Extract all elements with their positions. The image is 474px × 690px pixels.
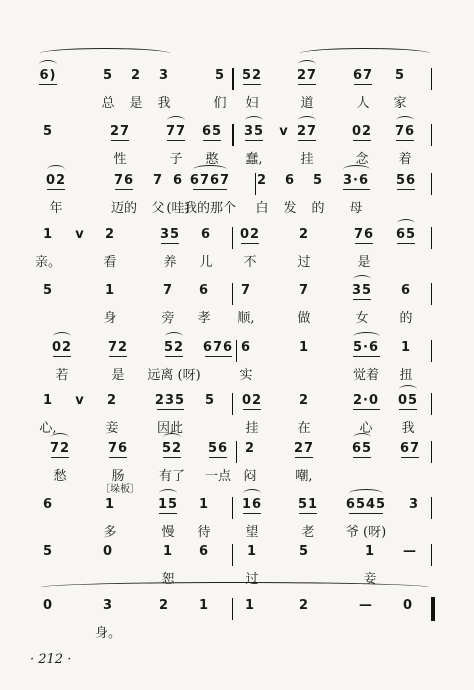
bar-line: [431, 497, 432, 519]
tempo-marker: 〔垛板〕: [100, 484, 140, 495]
lyric-syllable: 人: [356, 96, 370, 111]
lyric-line: [0, 148, 474, 170]
beam-underline: [39, 84, 57, 85]
lyric-syllable: 身: [103, 311, 117, 326]
beam-underline: [298, 84, 316, 85]
beam-underline: [47, 189, 65, 190]
note-group: 72: [49, 441, 71, 456]
note-group: 02: [51, 340, 73, 355]
note-group: 5·6: [352, 340, 380, 355]
lyric-syllable: 远离 (呀): [147, 368, 201, 383]
bar-line: [431, 597, 435, 621]
beam-underline: [355, 243, 373, 244]
note-group: 3: [408, 497, 420, 512]
note-group: 1: [104, 497, 116, 512]
note-group: 5: [298, 544, 310, 559]
beam-underline: [245, 140, 263, 141]
lyric-syllable: 亲。: [34, 255, 61, 270]
slur-mark: [298, 116, 316, 125]
note-group: 3: [102, 598, 114, 613]
note-group: 02: [45, 173, 67, 188]
lyric-line: [0, 364, 474, 386]
note-group: 6: [240, 340, 252, 355]
lyric-syllable: 子: [169, 152, 183, 167]
beam-underline: [399, 409, 417, 410]
lyric-syllable: 有了: [158, 469, 185, 484]
note-group: 65: [395, 227, 417, 242]
lyric-syllable: 身。: [94, 626, 121, 641]
beam-underline: [109, 457, 127, 458]
bar-line: [232, 393, 233, 415]
lyric-syllable: 家: [393, 96, 407, 111]
lyric-line: [0, 92, 474, 114]
lyric-syllable: 的: [311, 201, 325, 216]
lyric-syllable: 嘲,: [295, 469, 313, 484]
beam-underline: [353, 457, 371, 458]
bar-line: [431, 173, 432, 195]
slur-mark: [399, 385, 417, 394]
note-group: 676: [202, 340, 234, 355]
beam-underline: [111, 140, 129, 141]
page-number: · 212 ·: [30, 652, 72, 667]
note-group: 1: [244, 598, 256, 613]
beam-underline: [243, 84, 261, 85]
lyric-syllable: 发: [283, 201, 297, 216]
lyric-syllable: 多: [103, 525, 117, 540]
beam-underline: [354, 84, 372, 85]
note-group: 56: [395, 173, 417, 188]
lyric-syllable: (哇): [166, 201, 190, 216]
slur-mark: [353, 433, 371, 442]
note-group: 6: [400, 283, 412, 298]
note-group: 5: [42, 124, 54, 139]
slur-mark: [53, 332, 71, 341]
lyric-line: [0, 622, 474, 644]
note-group: 65: [201, 124, 223, 139]
lyric-syllable: 是: [129, 96, 143, 111]
beam-underline: [353, 356, 380, 357]
lyric-syllable: 过: [297, 255, 311, 270]
note-group: 2: [106, 393, 118, 408]
lyric-syllable: 挂: [245, 421, 259, 436]
beam-underline: [209, 457, 227, 458]
bar-line: [236, 441, 237, 463]
note-group: 7: [240, 283, 252, 298]
lyric-syllable: 闷: [243, 469, 257, 484]
lyric-syllable: 妇: [245, 96, 259, 111]
lyric-line: [0, 251, 474, 273]
lyric-line: [0, 417, 474, 439]
beam-underline: [161, 243, 179, 244]
bar-line: [431, 283, 432, 305]
lyric-syllable: 做: [297, 311, 311, 326]
bar-line: [431, 124, 432, 146]
lyric-syllable: 道: [300, 96, 314, 111]
slur-mark: [163, 433, 181, 442]
note-group: 51: [297, 497, 319, 512]
lyric-syllable: 妾: [105, 421, 119, 436]
bar-line: [431, 68, 432, 90]
lyric-syllable: 是: [111, 368, 125, 383]
beam-underline: [343, 189, 370, 190]
beam-underline: [115, 189, 133, 190]
lyric-syllable: 养: [163, 255, 177, 270]
note-group: 1: [198, 598, 210, 613]
lyric-syllable: 孝: [197, 311, 211, 326]
beam-underline: [167, 140, 185, 141]
note-group: 27: [293, 441, 315, 456]
lyric-syllable: 肠: [111, 469, 125, 484]
lyric-syllable: 慢: [161, 525, 175, 540]
lyric-syllable: 待: [197, 525, 211, 540]
bar-line: [232, 497, 233, 519]
lyric-syllable: 愁: [53, 469, 67, 484]
beam-underline: [299, 513, 317, 514]
lyric-syllable: 着: [398, 152, 412, 167]
bar-line: [431, 441, 432, 463]
bar-line: [431, 544, 432, 566]
note-group: 35: [159, 227, 181, 242]
note-group: 2: [130, 68, 142, 83]
lyric-syllable: 儿: [199, 255, 213, 270]
lyric-syllable: 过: [245, 572, 259, 587]
note-group: 72: [107, 340, 129, 355]
beam-underline: [109, 356, 127, 357]
bar-line: [255, 173, 256, 195]
beam-underline: [295, 457, 313, 458]
lyric-line: [0, 465, 474, 487]
lyric-syllable: 觉着: [352, 368, 379, 383]
note-group: 6: [42, 497, 54, 512]
note-group: 2: [158, 598, 170, 613]
beam-underline: [157, 409, 184, 410]
note-group: 3·6: [342, 173, 370, 188]
beam-underline: [298, 140, 316, 141]
lyric-line: [0, 307, 474, 329]
phrase-slur: [300, 48, 430, 59]
note-group: 52: [161, 441, 183, 456]
note-group: 6767: [189, 173, 231, 188]
slur-mark: [51, 433, 69, 442]
lyric-syllable: 念: [355, 152, 369, 167]
note-group: v: [75, 393, 85, 408]
note-group: 235: [154, 393, 186, 408]
slur-mark: [349, 489, 383, 498]
notation-line: [0, 441, 474, 463]
lyric-syllable: 父: [151, 201, 165, 216]
slur-mark: [243, 489, 261, 498]
note-group: 05: [397, 393, 419, 408]
bar-line: [431, 393, 432, 415]
beam-underline: [396, 140, 414, 141]
note-group: 5: [102, 68, 114, 83]
slur-mark: [165, 332, 183, 341]
beam-underline: [349, 513, 383, 514]
beam-underline: [241, 243, 259, 244]
lyric-syllable: 一点: [204, 469, 231, 484]
notation-line: [0, 544, 474, 566]
slur-mark: [159, 489, 177, 498]
beam-underline: [205, 356, 232, 357]
slur-mark: [397, 219, 415, 228]
note-group: 6): [39, 68, 57, 83]
beam-underline: [193, 189, 227, 190]
note-group: 27: [109, 124, 131, 139]
note-group: v: [75, 227, 85, 242]
bar-line: [431, 340, 432, 362]
note-group: 1: [400, 340, 412, 355]
notation-line: [0, 227, 474, 249]
note-group: 67: [399, 441, 421, 456]
notation-line: [0, 173, 474, 195]
note-group: 1: [364, 544, 376, 559]
note-group: 2: [298, 393, 310, 408]
lyric-syllable: 实: [239, 368, 253, 383]
notation-line: [0, 68, 474, 90]
note-group: 52: [163, 340, 185, 355]
lyric-syllable: 心,: [39, 421, 57, 436]
lyric-syllable: 的: [399, 311, 413, 326]
note-group: 1: [42, 393, 54, 408]
note-group: 15: [157, 497, 179, 512]
note-group: 02: [241, 393, 263, 408]
note-group: 52: [241, 68, 263, 83]
note-group: 0: [42, 598, 54, 613]
phrase-slur: [40, 48, 170, 59]
beam-underline: [353, 140, 371, 141]
slur-mark: [343, 165, 370, 174]
note-group: 5: [394, 68, 406, 83]
note-group: 76: [113, 173, 135, 188]
note-group: 1: [42, 227, 54, 242]
note-group: 76: [353, 227, 375, 242]
lyric-syllable: 看: [103, 255, 117, 270]
note-group: 65: [351, 441, 373, 456]
note-group: 56: [207, 441, 229, 456]
note-group: 76: [394, 124, 416, 139]
note-group: 6545: [345, 497, 387, 512]
note-group: 2: [244, 441, 256, 456]
lyric-syllable: 迈的: [110, 201, 137, 216]
note-group: 76: [107, 441, 129, 456]
bar-line: [431, 227, 432, 249]
notation-line: [0, 283, 474, 305]
note-group: 67: [352, 68, 374, 83]
note-group: 7: [162, 283, 174, 298]
beam-underline: [53, 356, 71, 357]
lyric-syllable: 若: [55, 368, 69, 383]
slur-mark: [353, 275, 371, 284]
note-group: 6: [198, 283, 210, 298]
bar-line: [236, 340, 237, 362]
lyric-syllable: 母: [349, 201, 363, 216]
note-group: —: [359, 598, 373, 613]
note-group: 2: [256, 173, 268, 188]
lyric-syllable: 女: [355, 311, 369, 326]
slur-mark: [193, 165, 227, 174]
note-group: 27: [296, 124, 318, 139]
lyric-syllable: 蠢,: [245, 152, 263, 167]
lyric-syllable: 年: [49, 201, 63, 216]
lyric-syllable: 望: [245, 525, 259, 540]
beam-underline: [397, 189, 415, 190]
lyric-syllable: 们: [213, 96, 227, 111]
lyric-syllable: 我: [157, 96, 171, 111]
note-group: 35: [243, 124, 265, 139]
lyric-syllable: 是: [357, 255, 371, 270]
note-group: —: [403, 544, 417, 559]
notation-line: [0, 124, 474, 146]
lyric-syllable: 我的那个: [183, 201, 236, 216]
lyric-syllable: 恕: [161, 572, 175, 587]
beam-underline: [353, 409, 380, 410]
note-group: 6: [198, 544, 210, 559]
beam-underline: [401, 457, 419, 458]
note-group: 77: [165, 124, 187, 139]
note-group: v: [279, 124, 289, 139]
notation-line: [0, 598, 474, 620]
lyric-line: [0, 197, 474, 219]
note-group: 0: [102, 544, 114, 559]
note-group: 5: [312, 173, 324, 188]
slur-mark: [353, 332, 380, 341]
lyric-syllable: 不: [243, 255, 257, 270]
lyric-syllable: 因此: [156, 421, 183, 436]
beam-underline: [243, 513, 261, 514]
note-group: 02: [351, 124, 373, 139]
bar-line: [232, 68, 234, 90]
beam-underline: [51, 457, 69, 458]
note-group: 6: [172, 173, 184, 188]
note-group: 2: [298, 598, 310, 613]
lyric-syllable: 旁: [161, 311, 175, 326]
note-group: 2: [298, 227, 310, 242]
beam-underline: [243, 409, 261, 410]
note-group: 35: [351, 283, 373, 298]
note-group: 1: [298, 340, 310, 355]
lyric-syllable: 性: [113, 152, 127, 167]
lyric-syllable: 挂: [300, 152, 314, 167]
note-group: 1: [104, 283, 116, 298]
lyric-syllable: 心: [359, 421, 373, 436]
lyric-line: [0, 521, 474, 543]
bar-line: [232, 227, 233, 249]
notation-line: [0, 497, 474, 519]
slur-mark: [39, 60, 57, 69]
note-group: 1: [198, 497, 210, 512]
lyric-syllable: 顺,: [237, 311, 255, 326]
note-group: 7: [152, 173, 164, 188]
note-group: 1: [162, 544, 174, 559]
note-group: 27: [296, 68, 318, 83]
bar-line: [232, 544, 233, 566]
note-group: 2·0: [352, 393, 380, 408]
lyric-syllable: 憨: [205, 152, 219, 167]
note-group: 16: [241, 497, 263, 512]
note-group: 3: [158, 68, 170, 83]
note-group: 5: [42, 283, 54, 298]
lyric-syllable: 总: [101, 96, 115, 111]
lyric-syllable: 我: [401, 421, 415, 436]
lyric-syllable: 老: [301, 525, 315, 540]
note-group: 5: [214, 68, 226, 83]
beam-underline: [165, 356, 183, 357]
slur-mark: [167, 116, 185, 125]
note-group: 0: [402, 598, 414, 613]
bar-line: [232, 283, 233, 305]
notation-line: [0, 340, 474, 362]
note-group: 7: [298, 283, 310, 298]
note-group: 5: [42, 544, 54, 559]
phrase-slur: [40, 582, 430, 593]
note-group: 5: [204, 393, 216, 408]
lyric-syllable: 妾: [363, 572, 377, 587]
notation-line: [0, 393, 474, 415]
lyric-syllable: 扭: [399, 368, 413, 383]
lyric-syllable: 在: [297, 421, 311, 436]
beam-underline: [397, 243, 415, 244]
bar-line: [232, 124, 234, 146]
beam-underline: [159, 513, 177, 514]
note-group: 02: [239, 227, 261, 242]
lyric-syllable: 白: [255, 201, 269, 216]
slur-mark: [47, 165, 65, 174]
note-group: 6: [284, 173, 296, 188]
lyric-syllable: 爷 (呀): [345, 525, 387, 540]
bar-line: [232, 598, 233, 620]
note-group: 2: [104, 227, 116, 242]
beam-underline: [353, 299, 371, 300]
beam-underline: [163, 457, 181, 458]
note-group: 6: [200, 227, 212, 242]
beam-underline: [203, 140, 221, 141]
slur-mark: [298, 60, 316, 69]
note-group: 1: [246, 544, 258, 559]
slur-mark: [396, 116, 414, 125]
